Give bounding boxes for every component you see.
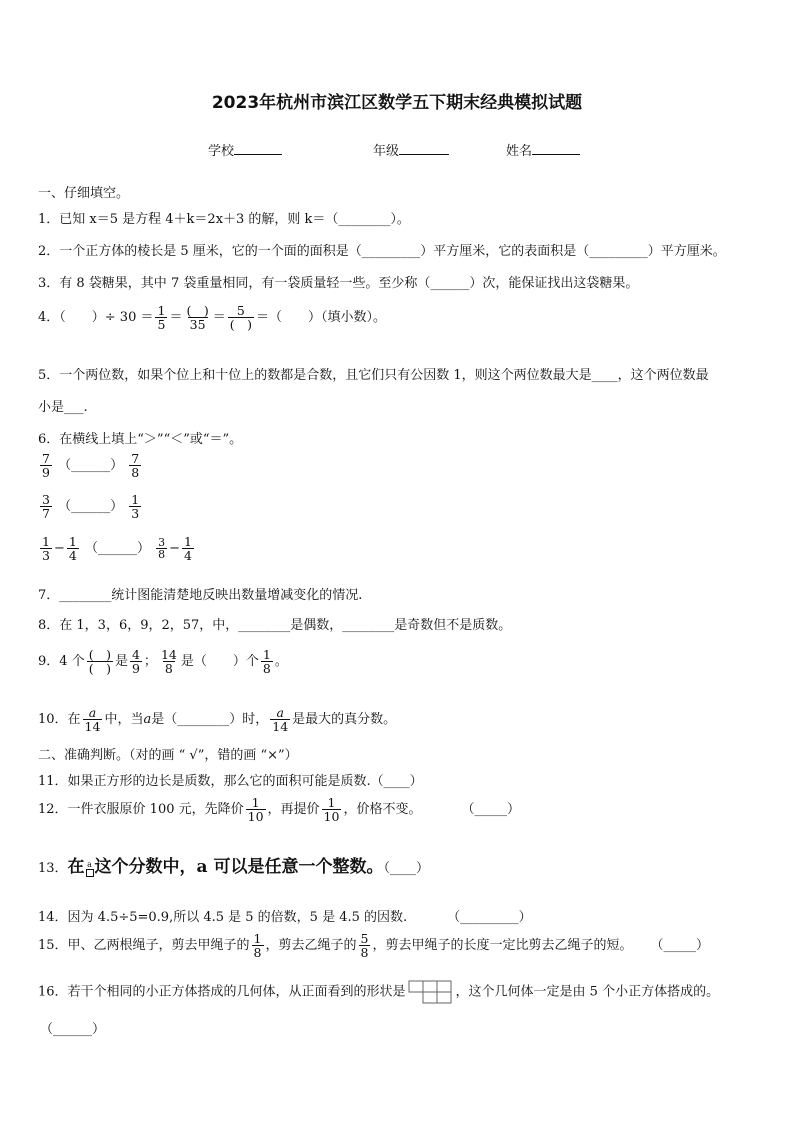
fraction: $\frac{3}{8}$ [158, 535, 166, 562]
question-15: 15．甲、乙两根绳子，剪去甲绳子的 $\frac{1}{8}$ ，剪去乙绳子的 $\frac{5}{8}$ ，剪去甲绳子的长度一定比剪去乙绳子的短。 （_____） [38, 931, 709, 961]
school-label: 学校 [208, 144, 235, 159]
answer-blank[interactable]: （____） [383, 861, 429, 876]
question-5-line-1: 5．一个两位数，如果个位上和十位上的数都是合数，且它们只有公因数 1，则这个两位数最大是____，这个两位数最 [38, 368, 709, 383]
page-title: 2023年杭州市滨江区数学五下期末经典模拟试题 [211, 93, 583, 113]
question-6-stem: 6．在横线上填上“＞”“＜”或“＝”。 [38, 432, 243, 447]
fraction: $\frac{1}{5}$ [157, 303, 166, 333]
question-8: 8．在 1，3，6，9，2，57，中，________是偶数，________是奇数但不是质数。 [38, 618, 512, 633]
question-16-answer[interactable]: （______） [40, 1022, 106, 1037]
question-1: 1．已知 x＝5 是方程 4＋k＝2x＋3 的解，则 k＝（________）。 [38, 212, 410, 227]
section-1-heading: 一、仔细填空。 [38, 186, 130, 201]
fraction: $\frac{1}{3}$ [42, 534, 50, 564]
question-3: 3．有 8 袋糖果，其中 7 袋重量相同，有一袋质量轻一些。至少称（______）次，能保证找出这袋糖果。 [38, 276, 639, 291]
fraction: $\frac{14}{8}$ [160, 647, 177, 677]
section-2-heading: 二、准确判断。（对的画 “ √”，错的画 “×”） [38, 748, 298, 763]
fraction: $\frac{( )}{35}$ [186, 303, 209, 333]
question-9: 9．4 个 $\frac{( )}{( )}$ 是 $\frac{4}{9}$ ； $\frac{14}{8}$ 是（ ）个 $\frac{1}{8}$ 。 [38, 647, 288, 677]
question-2: 2．一个正方体的棱长是 5 厘米，它的一个面的面积是（_________）平方厘米，它的表面积是（_________）平方厘米。 [38, 244, 726, 259]
question-14: 14．因为 4.5÷5=0.9,所以 4.5 是 5 的倍数，5 是 4.5 的因数. （_________） [38, 910, 532, 925]
fraction: a [86, 861, 94, 877]
fraction: $\frac{7}{9}$ [42, 451, 50, 481]
fraction: $\frac{1}{3}$ [131, 492, 140, 522]
question-6-row-1 [38, 452, 143, 479]
front-view-figure-icon [408, 980, 454, 1004]
fraction: $\frac{1}{8}$ [253, 931, 262, 961]
grade-label: 年级 [373, 144, 400, 159]
fraction: $\frac{1}{10}$ [247, 795, 264, 825]
answer-blank[interactable]: （_____） [650, 938, 709, 954]
fraction: $\frac{1}{4}$ [184, 534, 192, 564]
answer-blank[interactable]: （______） [84, 541, 150, 557]
fraction: $\frac{( )}{( )}$ [88, 647, 111, 677]
fraction: $\frac{1}{10}$ [323, 795, 340, 825]
answer-blank[interactable]: （______） [58, 458, 124, 474]
fraction: $\frac{4}{9}$ [131, 647, 140, 677]
fraction: $\frac{5}{( )}$ [229, 303, 252, 333]
question-6-row-3: $\frac{1}{3}$ − $\frac{1}{4}$ （______） $\frac{3}{8}$ − $\frac{1}{4}$ [42, 534, 192, 564]
fraction: $\frac{7}{8}$ [131, 451, 140, 481]
question-4: 4．（ ）÷ 30 ＝ $\frac{1}{5}$ ＝ $\frac{( )}{35}$ ＝ $\frac{5}{( )}$ ＝（ ）（填小数）。 [38, 303, 387, 333]
fraction: $\frac{a}{14}$ [272, 705, 289, 735]
question-7: 7．________统计图能清楚地反映出数量增减变化的情况. [38, 588, 363, 603]
school-field[interactable] [208, 140, 282, 159]
fraction: $\frac{1}{8}$ [262, 647, 271, 677]
question-13: 13．在 a 这个分数中，a 可以是任意一个整数。（____） [38, 857, 429, 877]
answer-blank[interactable]: （______） [58, 499, 124, 515]
fraction: $\frac{a}{14}$ [84, 705, 101, 735]
question-11: 11．如果正方形的边长是质数，那么它的面积可能是质数.（____） [38, 774, 423, 789]
question-10: 10．在 $\frac{a}{14}$ 中，当a是（________）时， $\frac{a}{14}$ 是最大的真分数。 [38, 705, 397, 735]
name-label: 姓名 [506, 144, 533, 159]
fraction: $\frac{1}{4}$ [68, 534, 77, 564]
question-6-row-2 [38, 493, 143, 520]
fraction: $\frac{5}{8}$ [360, 931, 369, 961]
grade-field[interactable] [373, 140, 449, 159]
question-16: 16．若干个相同的小正方体搭成的几何体，从正面看到的形状是 ，这个几何体一定是由 5 个小正方体搭成的。 [38, 980, 719, 1004]
answer-blank[interactable]: （_________） [447, 910, 532, 925]
answer-blank[interactable]: （_____） [461, 802, 520, 818]
question-12: 12．一件衣服原价 100 元，先降价 $\frac{1}{10}$ ，再提价 $\frac{1}{10}$ ，价格不变。 （_____） [38, 795, 520, 825]
fraction: $\frac{3}{7}$ [42, 492, 50, 522]
name-field[interactable] [506, 140, 580, 159]
question-5-line-2: 小是___. [38, 400, 88, 415]
